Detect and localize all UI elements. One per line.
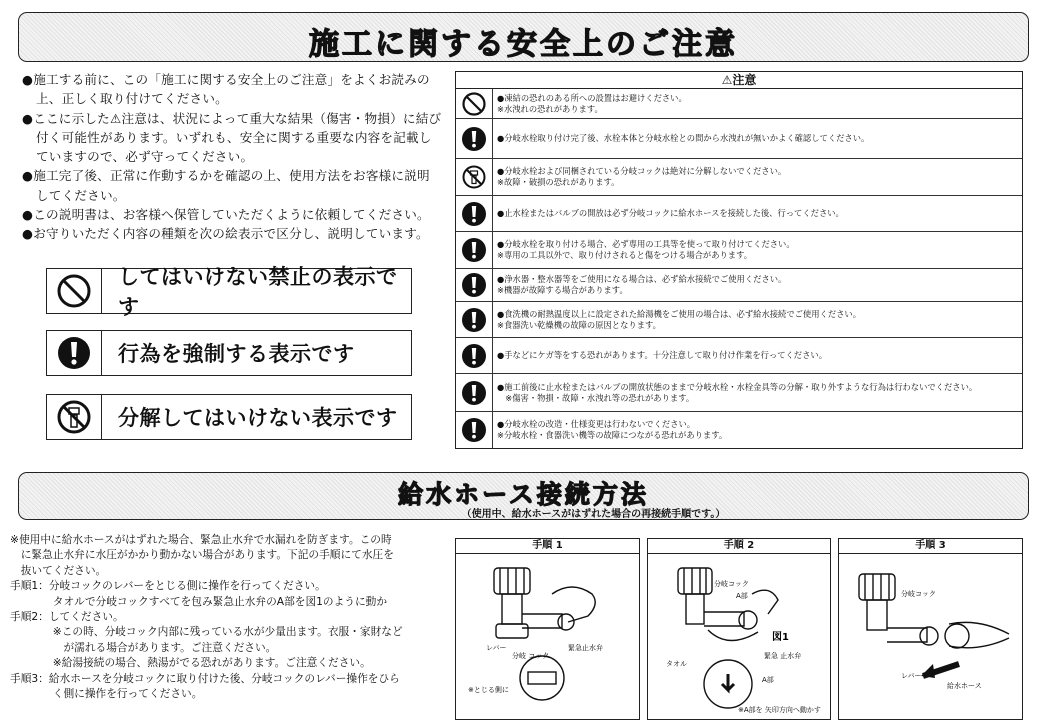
caution-text: [493, 196, 1022, 231]
caution-header: ⚠注意: [456, 72, 1022, 89]
legend-text: 行為を強制する表示です: [118, 342, 355, 366]
caution-text: [493, 374, 1022, 411]
caution-line: ●手などにケガ等をする恐れがあります。十分注意して取り付け作業を行ってください。: [497, 350, 827, 360]
intro-item: ●お守りいただく内容の種類を次の絵表示で区分し、説明しています。: [22, 226, 429, 242]
caution-line: ●浄水器・整水器等をご使用になる場合は、必ず給水接続でご使用ください。: [497, 274, 787, 284]
prohibition-icon: [456, 89, 493, 118]
caution-line: ●施工前後に止水栓またはバルブの開放状態のままで分岐水栓・水栓金具等の分解・取り外すような行為は行わないでください。: [497, 381, 978, 392]
steps-line: 抜いてください。: [10, 563, 107, 577]
caution-table: [455, 71, 1023, 449]
caution-line: ※専用の工具以外で、取り付けされると傷をつける場合があります。: [497, 250, 753, 260]
section2-banner: [18, 472, 1029, 520]
caution-text: [493, 119, 1022, 158]
label-note: ※A部を 矢印方向へ動かす: [738, 706, 821, 714]
label-valve: 緊急止水弁: [568, 644, 603, 652]
caution-line: ※水洩れの恐れがあります。: [497, 103, 603, 114]
caution-line: ●止水栓またはバルブの開放は必ず分岐コックに給水ホースを接続した後、行ってください。: [497, 208, 844, 218]
steps-line: 手順2：してください。: [10, 610, 124, 624]
label-lever: レバー: [901, 672, 922, 680]
caution-row: [456, 338, 1022, 374]
caution-line: ※故障・破損の恐れがあります。: [497, 177, 620, 187]
step3-panel: [838, 538, 1023, 720]
caution-line: ●分岐水栓取り付け完了後、水栓本体と分岐水栓との間から水洩れが無いかよく確認してください。: [497, 133, 870, 143]
steps-line: く側に操作を行ってください。: [10, 687, 203, 701]
caution-row: [456, 412, 1022, 448]
section2-subtitle: （使用中、給水ホースがはずれた場合の再接続手順です。）: [461, 509, 726, 520]
label-hose: 給水ホース: [947, 682, 982, 690]
no-disassembly-icon: [47, 395, 102, 439]
step2-illustration: [648, 554, 830, 718]
caution-line: ●分岐水栓を取り付ける場合、必ず専用の工具等を使って取り付けてください。: [497, 239, 795, 249]
steps-text: [10, 532, 440, 701]
label-close-side: ※とじる側に: [468, 686, 509, 694]
caution-line: ●分岐水栓の改造・仕様変更は行わないでください。: [497, 419, 696, 429]
prohibition-icon: [47, 269, 102, 313]
step2-title: 手順 2: [648, 539, 830, 554]
section1-title: 施工に関する安全上のご注意: [309, 27, 738, 62]
caution-text: [493, 269, 1022, 301]
step1-panel: [455, 538, 640, 720]
caution-row: [456, 302, 1022, 338]
label-fig: 図1: [772, 632, 789, 643]
caution-line: ※分岐水栓・食器洗い機等の故障につながる恐れがあります。: [497, 430, 728, 440]
intro-list: [22, 70, 442, 244]
caution-text: [493, 89, 1022, 118]
caution-row: [456, 89, 1022, 119]
section1-banner: [18, 12, 1029, 62]
steps-line: タオルで分岐コックすべてを包み緊急止水弁のA部を図1のように動か: [10, 594, 388, 608]
steps-line: が濡れる場合があります。ご注意ください。: [10, 640, 277, 654]
steps-line: 手順1：分岐コックのレバーをとじる側に操作を行ってください。: [10, 579, 326, 593]
caution-row: [456, 196, 1022, 232]
label-valve: 緊急 止水弁: [764, 652, 802, 660]
step3-title: 手順 3: [839, 539, 1022, 554]
label-cock: 分岐コック: [714, 580, 749, 588]
mandatory-icon: [47, 331, 102, 375]
legend-prohibition: [46, 265, 412, 319]
caution-text: [493, 302, 1022, 337]
legend-text: してはいけない禁止の表示です: [118, 265, 398, 319]
caution-text: [493, 232, 1022, 268]
step1-title: 手順 1: [456, 539, 639, 554]
caution-text: [493, 412, 1022, 448]
mandatory-icon: [456, 374, 493, 411]
caution-row: [456, 269, 1022, 302]
no-disassembly-icon: [456, 159, 493, 195]
caution-line: ●食洗機の耐熱温度以上に設定された給湯機をご使用の場合は、必ず給水接続でご使用ください。: [497, 308, 862, 319]
legend-text: 分解してはいけない表示です: [118, 406, 398, 430]
steps-line: に緊急止水弁に水圧がかかり動かない場合があります。下記の手順にて水圧を: [10, 548, 394, 562]
step2-panel: [647, 538, 831, 720]
mandatory-icon: [456, 196, 493, 231]
intro-item: ●施工完了後、正常に作動するかを確認の上、使用方法をお客様に説明してください。: [22, 168, 430, 203]
mandatory-icon: [456, 338, 493, 373]
step1-illustration: [456, 554, 639, 718]
caution-row: [456, 119, 1022, 159]
label-a-part: A部: [736, 592, 748, 600]
label-cock: 分岐コック: [901, 590, 936, 598]
mandatory-icon: [456, 119, 493, 158]
mandatory-icon: [456, 232, 493, 268]
caution-row: [456, 159, 1022, 196]
caution-line: ●凍結の恐れのある所への設置はお避けください。: [497, 92, 687, 103]
label-lever: レバー: [486, 644, 507, 652]
steps-line: ※給湯接続の場合、熱湯がでる恐れがあります。ご注意ください。: [10, 656, 371, 670]
section2-title: 給水ホース接続方法: [398, 480, 649, 509]
steps-line: ※使用中に給水ホースがはずれた場合、緊急止水弁で水漏れを防ぎます。この時: [10, 533, 392, 546]
caution-line: ※食器洗い乾燥機の故障の原因となります。: [497, 319, 661, 330]
caution-line: ※傷害・物損・故障・水洩れ等の恐れがあります。: [497, 392, 695, 403]
caution-row: [456, 374, 1022, 412]
intro-item: ●ここに示した⚠注意は、状況によって重大な結果（傷害・物損）に結び付く可能性があります。いずれも、安全に関する重要な内容を記載していますので、必ず守ってください。: [22, 110, 442, 165]
mandatory-icon: [456, 302, 493, 337]
caution-line: ●分岐水栓および同梱されている分岐コックは絶対に分解しないでください。: [497, 166, 787, 176]
intro-item: ●施工する前に、この「施工に関する安全上のご注意」をよくお読みの上、正しく取り付けてください。: [22, 72, 430, 107]
caution-line: ※機器が故障する場合があります。: [497, 285, 628, 295]
caution-text: [493, 159, 1022, 195]
steps-line: ※この時、分岐コック内部に残っている水が少量出ます。衣服・家財など: [10, 625, 403, 639]
label-a-part2: A部: [762, 676, 774, 684]
mandatory-icon: [456, 269, 493, 301]
caution-text: [493, 338, 1022, 373]
intro-item: ●この説明書は、お客様へ保管していただくように依頼してください。: [22, 207, 430, 223]
legend-no-disassembly: [46, 394, 412, 440]
label-cock: 分岐 コック: [512, 652, 550, 660]
steps-line: 手順3：給水ホースを分岐コックに取り付けた後、分岐コックのレバー操作をひら: [10, 671, 400, 685]
legend-mandatory: [46, 330, 412, 376]
caution-row: [456, 232, 1022, 269]
label-towel: タオル: [666, 660, 687, 668]
step3-illustration: [839, 554, 1022, 718]
mandatory-icon: [456, 412, 493, 448]
